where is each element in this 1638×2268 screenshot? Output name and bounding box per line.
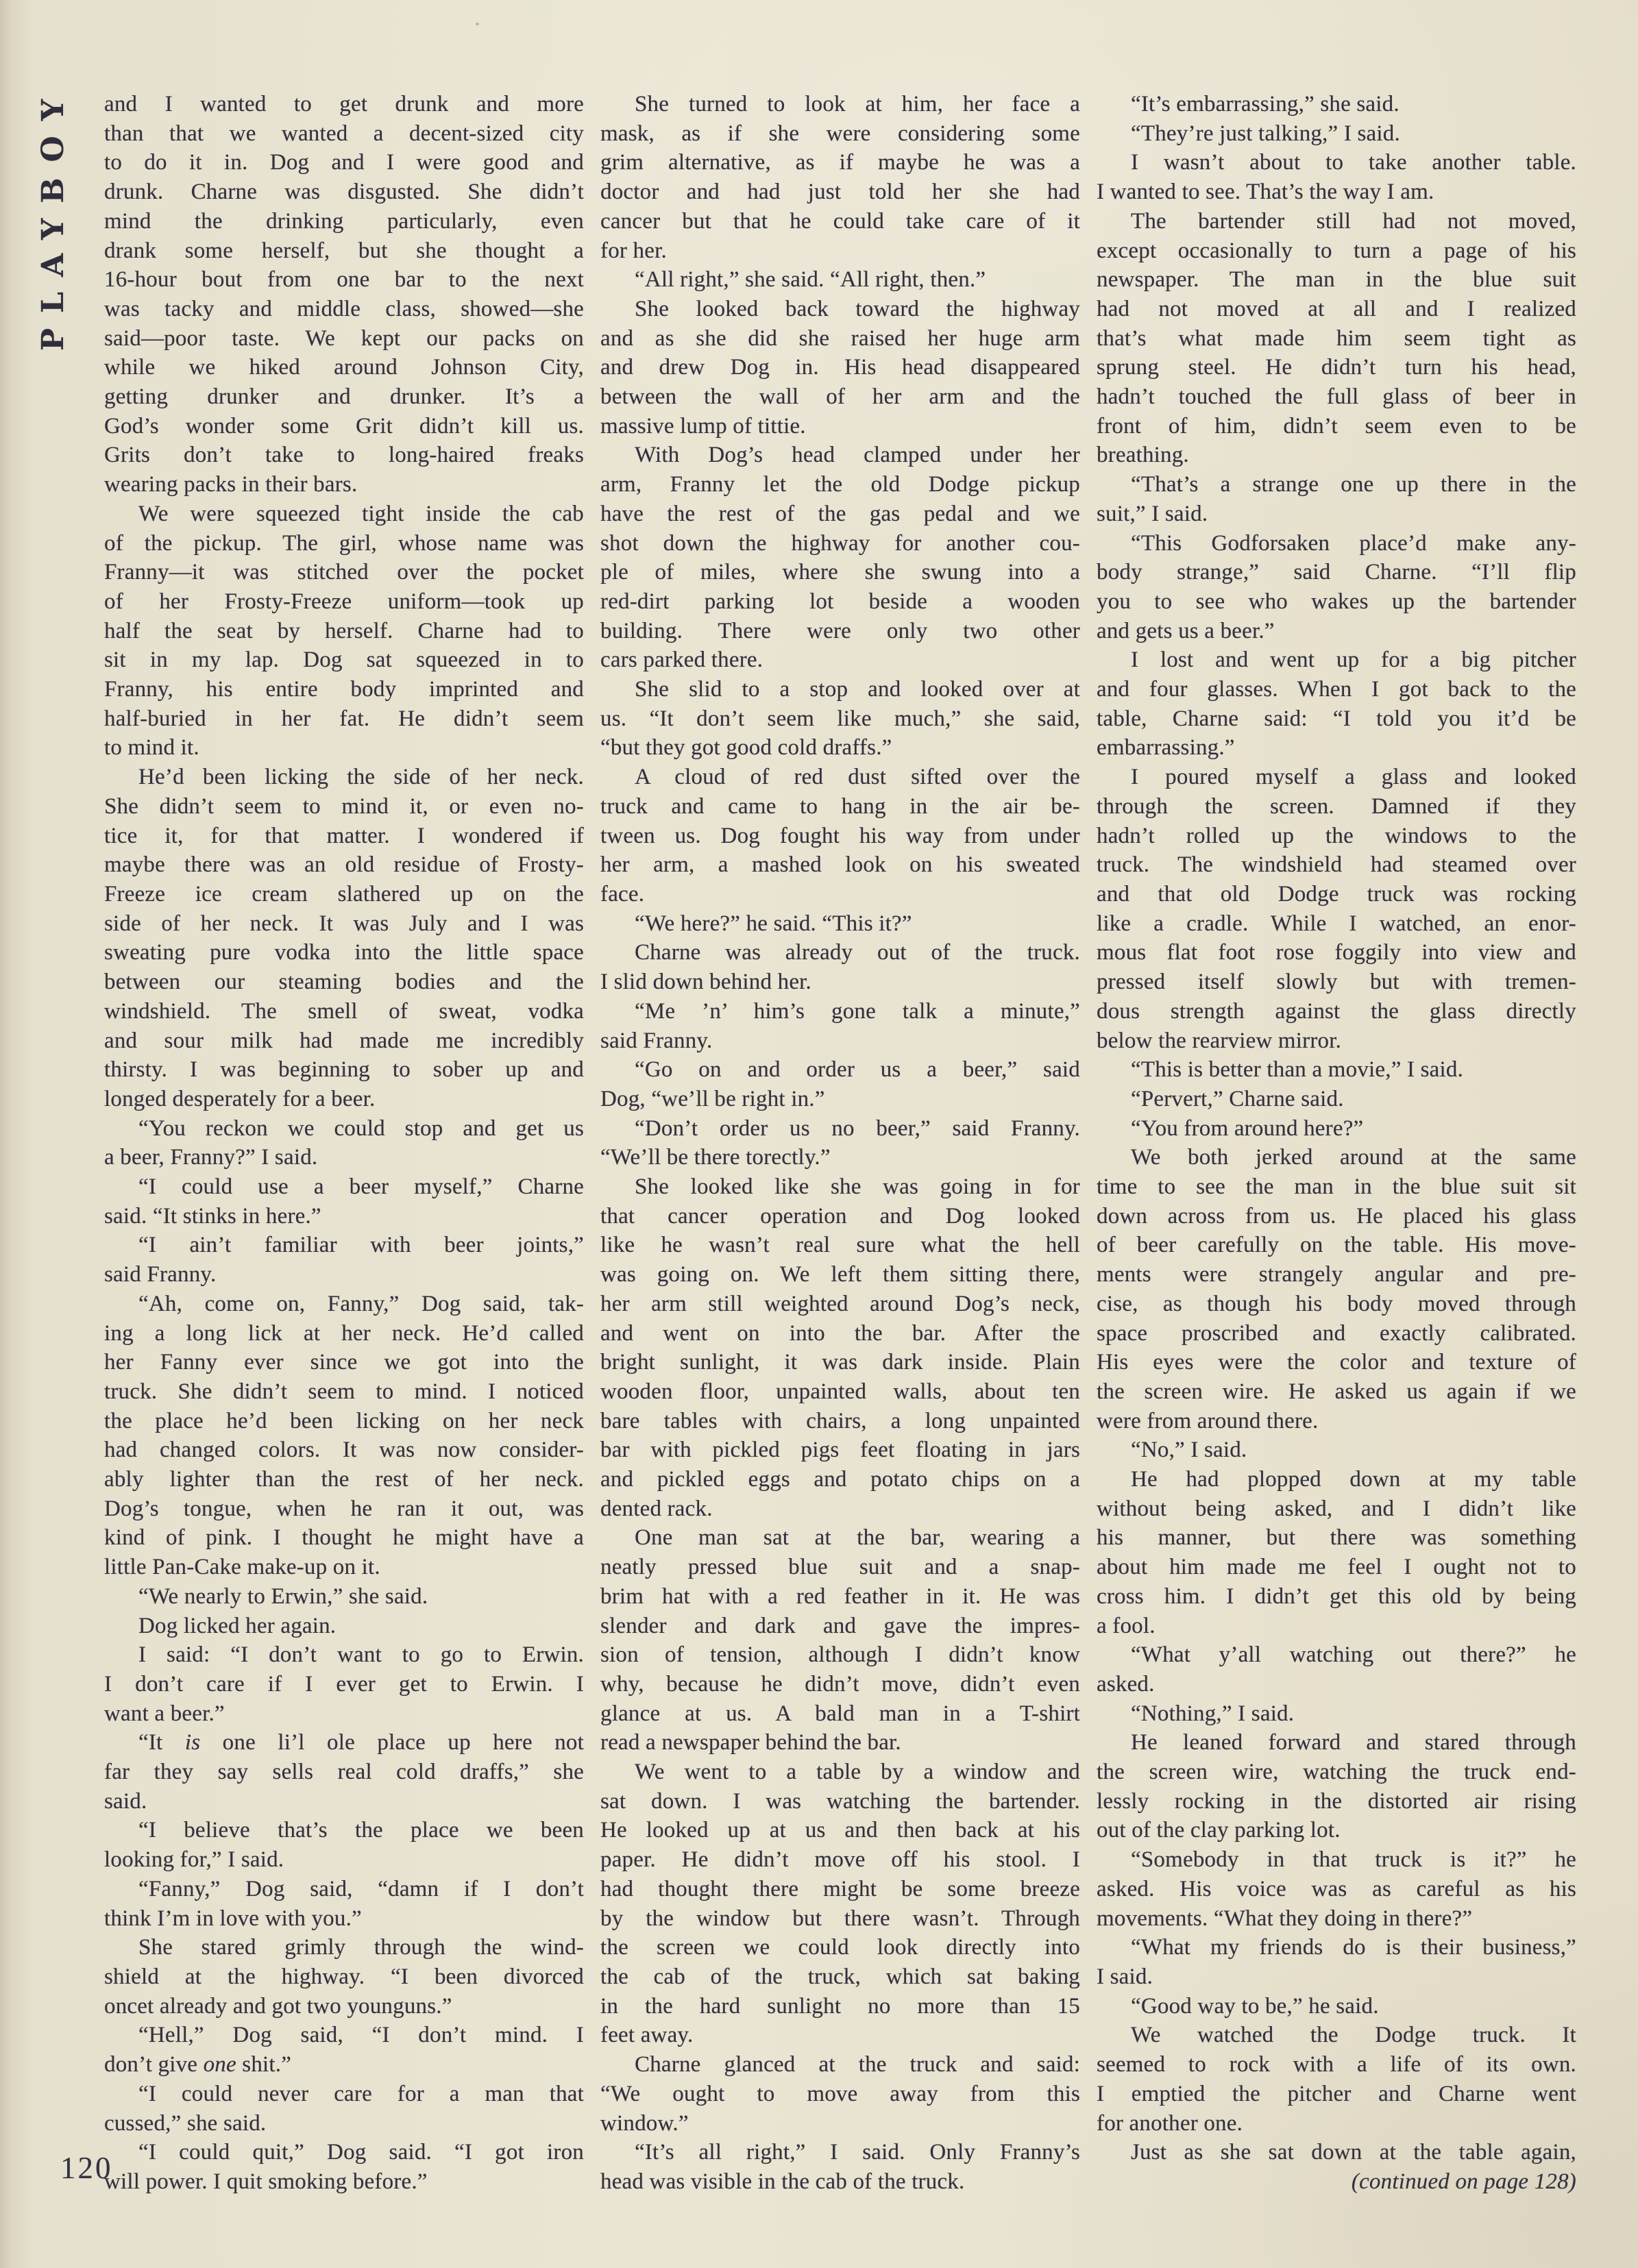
text-line: you to see who wakes up the bartender: [1097, 589, 1576, 614]
text-line: in the hard sunlight no more than 15: [600, 1993, 1080, 2019]
text-line: little Pan-Cake make-up on it.: [104, 1555, 380, 1580]
text-line: for another one.: [1097, 2110, 1243, 2136]
text-line: time to see the man in the blue suit sit: [1097, 1174, 1576, 1200]
text-line: drunk. Charne was disgusted. She didn’t: [104, 180, 584, 205]
text-line: grim alternative, as if maybe he was a: [600, 150, 1080, 175]
text-line: ments were strangely angular and pre-: [1097, 1262, 1576, 1287]
text-line: window.”: [600, 2110, 689, 2136]
text-line: I wasn’t about to take another table.: [1131, 150, 1576, 175]
text-line: “You reckon we could stop and get us: [138, 1115, 584, 1141]
text-line: like he wasn’t real sure what the hell: [600, 1233, 1080, 1258]
paragraph: [600, 295, 1080, 441]
text-line: neatly pressed blue suit and a snap-: [600, 1555, 1080, 1580]
text-line: dented rack.: [600, 1496, 713, 1521]
text-line: I don’t care if I ever get to Erwin. I: [104, 1671, 584, 1697]
paragraph: [104, 90, 584, 500]
paragraph: [600, 1055, 1080, 1113]
text-line: looking for,” I said.: [104, 1847, 284, 1873]
paragraph: [104, 1582, 584, 1612]
paragraph: [1097, 763, 1576, 1055]
text-line: and four glasses. When I got back to the: [1097, 677, 1576, 702]
text-line: bare tables with chairs, a long unpainted: [600, 1408, 1080, 1433]
text-line: head was visible in the cab of the truck.: [600, 2169, 965, 2194]
paragraph: [600, 1523, 1080, 1758]
text-line: suit,” I said.: [1097, 501, 1208, 526]
text-line: We both jerked around at the same: [1131, 1145, 1576, 1170]
text-line: and went on into the bar. After the: [600, 1320, 1080, 1346]
text-line: Freeze ice cream slathered up on the: [104, 881, 584, 907]
text-line: space proscribed and exactly calibrated.: [1097, 1320, 1576, 1346]
text-line: brim hat with a red feather in it. He was: [600, 1583, 1080, 1609]
paper-speck: [476, 23, 479, 25]
text-line: front of him, didn’t seem even to be: [1097, 413, 1576, 439]
text-line: to mind it.: [104, 735, 199, 761]
text-line: wooden floor, unpainted walls, about ten: [600, 1379, 1080, 1404]
text-line: I emptied the pitcher and Charne went: [1097, 2081, 1576, 2106]
paragraph: [104, 2080, 584, 2138]
text-line: like a cradle. While I watched, an enor-: [1097, 911, 1576, 936]
text-line: about him made me feel I ought not to: [1097, 1555, 1576, 1580]
text-line: “It’s all right,” I said. Only Franny’s: [635, 2140, 1080, 2165]
text-line: and sour milk had made me incredibly: [104, 1028, 584, 1053]
text-line: He looked up at us and then back at his: [600, 1818, 1080, 1843]
paragraph: [1097, 1933, 1576, 1991]
text-line: movements. “What they doing in there?”: [1097, 1906, 1473, 1931]
text-line: “All right,” she said. “All right, then.”: [635, 267, 986, 293]
text-line: A cloud of red dust sifted over the: [635, 765, 1080, 790]
text-line: Dog licked her again.: [138, 1613, 337, 1638]
text-line: out of the clay parking lot.: [1097, 1818, 1341, 1843]
text-line: read a newspaper behind the bar.: [600, 1730, 901, 1755]
paragraph: [600, 90, 1080, 265]
text-line: side of her neck. It was July and I was: [104, 911, 584, 936]
text-line: table, Charne said: “I told you it’d be: [1097, 706, 1576, 731]
text-line: feet away.: [600, 2023, 694, 2048]
text-line: He had plopped down at my table: [1131, 1467, 1576, 1492]
paragraph: [104, 2021, 584, 2079]
text-line: to do it in. Dog and I were good and: [104, 150, 584, 175]
text-line: “This Godforsaken place’d make any-: [1131, 530, 1576, 556]
text-line: for her.: [600, 238, 667, 263]
text-line: a fool.: [1097, 1613, 1156, 1638]
text-line: newspaper. The man in the blue suit: [1097, 267, 1576, 293]
paragraph: [1097, 148, 1576, 206]
paragraph: [1097, 529, 1576, 646]
text-line: “Fanny,” Dog said, “damn if I don’t: [138, 1876, 584, 1901]
text-line: “Pervert,” Charne said.: [1131, 1086, 1344, 1111]
page-number: 120: [60, 2151, 113, 2185]
text-line: His eyes were the color and texture of: [1097, 1350, 1576, 1375]
text-line: shot down the highway for another cou-: [600, 530, 1080, 556]
text-line: She stared grimly through the wind-: [138, 1935, 584, 1960]
text-line: said. “It stinks in here.”: [104, 1203, 321, 1229]
paragraph: [104, 1612, 584, 1641]
text-line: red-dirt parking lot beside a wooden: [600, 589, 1080, 614]
text-column-3: [1097, 90, 1576, 2197]
text-line: think I’m in love with you.”: [104, 1906, 362, 1931]
text-line: why, because he didn’t move, didn’t even: [600, 1671, 1080, 1697]
text-line: Grits don’t take to long-haired freaks: [104, 443, 584, 468]
text-line: that cancer operation and Dog looked: [600, 1203, 1080, 1229]
text-line: the screen we could look directly into: [600, 1935, 1080, 1960]
text-line: “but they got good cold draffs.”: [600, 735, 892, 761]
text-line: I slid down behind her.: [600, 970, 811, 995]
text-line: truck. The windshield had steamed over: [1097, 852, 1576, 878]
text-line: sion of tension, although I didn’t know: [600, 1642, 1080, 1668]
text-line: tween us. Dog fought his way from under: [600, 823, 1080, 848]
text-line: ably lighter than the rest of her neck.: [104, 1467, 584, 1492]
paragraph: [1097, 1055, 1576, 1085]
text-line: embarrassing.”: [1097, 735, 1235, 761]
text-line: the place he’d been licking on her neck: [104, 1408, 584, 1433]
text-line: (continued on page 128): [1351, 2169, 1576, 2194]
paragraph: [600, 1758, 1080, 2050]
text-line: body strange,” said Charne. “I’ll flip: [1097, 560, 1576, 585]
text-line: cross him. I didn’t get this old by being: [1097, 1583, 1576, 1609]
text-line: “What my friends do is their business,”: [1131, 1935, 1576, 1960]
text-column-2: [600, 90, 1080, 2197]
text-line: “We’ll be there torectly.”: [600, 1145, 831, 1170]
text-line: half-buried in her fat. He didn’t seem: [104, 706, 584, 731]
text-line: She looked like she was going in for: [635, 1174, 1080, 1200]
paragraph: [104, 763, 584, 1113]
text-line: and as she did she raised her huge arm: [600, 325, 1080, 351]
text-line: said Franny.: [600, 1028, 713, 1053]
paragraph: [600, 909, 1080, 939]
text-line: arm, Franny let the old Dodge pickup: [600, 472, 1080, 497]
text-line: drank some herself, but she thought a: [104, 238, 584, 263]
text-line: She didn’t seem to mind it, or even no-: [104, 793, 584, 819]
text-line: “Nothing,” I said.: [1131, 1701, 1295, 1726]
text-line: With Dog’s head clamped under her: [635, 443, 1080, 468]
text-line: wearing packs in their bars.: [104, 472, 358, 497]
text-line: than that we wanted a decent-sized city: [104, 121, 584, 146]
text-line: “I could never care for a man that: [138, 2081, 584, 2106]
text-line: cise, as though his body moved through: [1097, 1291, 1576, 1316]
text-line: through the screen. Damned if they: [1097, 793, 1576, 819]
text-line: and I wanted to get drunk and more: [104, 92, 584, 116]
paragraph: [600, 2138, 1080, 2196]
text-line: of her Frosty-Freeze uniform—took up: [104, 589, 584, 614]
text-line: shield at the highway. “I been divorced: [104, 1964, 584, 1989]
paragraph: [1097, 645, 1576, 763]
text-line: thirsty. I was beginning to sober up and: [104, 1057, 584, 1083]
text-line: by the window but there wasn’t. Through: [600, 1906, 1080, 1931]
text-line: “Somebody in that truck is it?” he: [1131, 1847, 1576, 1873]
text-line: sat down. I was watching the bartender.: [600, 1788, 1080, 1814]
text-line: He’d been licking the side of her neck.: [138, 765, 584, 790]
text-line: Charne glanced at the truck and said:: [635, 2052, 1080, 2078]
text-line: “Ah, come on, Fanny,” Dog said, tak-: [138, 1291, 584, 1316]
text-line: “They’re just talking,” I said.: [1131, 121, 1400, 146]
text-line: that’s what made him seem tight as: [1097, 325, 1576, 351]
paragraph: [1097, 1699, 1576, 1729]
text-line: “I could use a beer myself,” Charne: [138, 1174, 584, 1200]
text-line: He leaned forward and stared through: [1131, 1730, 1576, 1755]
text-line: She slid to a stop and looked over at: [635, 677, 1080, 702]
text-line: building. There were only two other: [600, 618, 1080, 643]
text-line: asked. His voice was as careful as his: [1097, 1876, 1576, 1901]
text-line: I said.: [1097, 1964, 1153, 1989]
text-line: were from around there.: [1097, 1408, 1319, 1433]
text-line: We watched the Dodge truck. It: [1131, 2023, 1576, 2048]
text-line: I poured myself a glass and looked: [1131, 765, 1576, 790]
paragraph: [104, 1933, 584, 2021]
text-line: We went to a table by a window and: [635, 1760, 1080, 1785]
paragraph: [104, 1875, 584, 1933]
text-line: She looked back toward the highway: [635, 296, 1080, 321]
paragraph: [600, 997, 1080, 1055]
text-line: “What y’all watching out there?” he: [1131, 1642, 1576, 1668]
text-line: asked.: [1097, 1671, 1155, 1697]
text-line: pressed itself slowly but with tremen-: [1097, 970, 1576, 995]
text-line: of the pickup. The girl, whose name was: [104, 530, 584, 556]
text-line: glance at us. A bald man in a T-shirt: [600, 1701, 1080, 1726]
text-line: his manner, but there was something: [1097, 1525, 1576, 1551]
text-line: I said: “I don’t want to go to Erwin.: [138, 1642, 584, 1668]
text-line: mask, as if she were considering some: [600, 121, 1080, 146]
text-line: lessly rocking in the distorted air rising: [1097, 1788, 1576, 1814]
text-line: and that old Dodge truck was rocking: [1097, 881, 1576, 907]
text-line: truck. She didn’t seem to mind. I noticed: [104, 1379, 584, 1404]
text-line: “I ain’t familiar with beer joints,”: [138, 1233, 584, 1258]
paragraph: [600, 2050, 1080, 2138]
text-line: had changed colors. It was now consider-: [104, 1438, 584, 1463]
text-line: “This is better than a movie,” I said.: [1131, 1057, 1464, 1083]
paragraph: [104, 1728, 584, 1816]
paragraph: [1097, 1992, 1576, 2021]
text-line: face.: [600, 881, 645, 907]
text-line: “We here?” he said. “This it?”: [635, 911, 912, 936]
text-line: cars parked there.: [600, 648, 763, 673]
text-line: The bartender still had not moved,: [1131, 208, 1576, 234]
text-line: seemed to rock with a life of its own.: [1097, 2052, 1576, 2078]
paragraph: [1097, 207, 1576, 470]
text-line: slender and dark and gave the impres-: [600, 1613, 1080, 1638]
playboy-spine-label: PLAYBOY: [36, 84, 71, 351]
paragraph: [600, 675, 1080, 763]
paragraph: [600, 265, 1080, 295]
text-line: will power. I quit smoking before.”: [104, 2169, 428, 2194]
text-line: maybe there was an old residue of Frosty-: [104, 852, 584, 878]
text-line: truck and came to hang in the air be-: [600, 793, 1080, 819]
text-line: without being asked, and I didn’t like: [1097, 1496, 1576, 1521]
text-line: 16-hour bout from one bar to the next: [104, 267, 584, 293]
paragraph: [1097, 2021, 1576, 2138]
text-line: and gets us a beer.”: [1097, 618, 1275, 643]
text-line: “We ought to move away from this: [600, 2081, 1080, 2106]
text-line: Just as she sat down at the table again,: [1131, 2140, 1576, 2165]
paragraph: [104, 1640, 584, 1728]
text-line: God’s wonder some Grit didn’t kill us.: [104, 413, 584, 439]
text-line: a beer, Franny?” I said.: [104, 1145, 318, 1170]
paragraph: [600, 1172, 1080, 1523]
paragraph: [600, 441, 1080, 675]
text-line: I lost and went up for a big pitcher: [1131, 648, 1576, 673]
text-line: paper. He didn’t move off his stool. I: [600, 1847, 1080, 1873]
text-line: Dog’s tongue, when he ran it out, was: [104, 1496, 584, 1521]
text-line: bright sunlight, it was dark inside. Plain: [600, 1350, 1080, 1375]
text-line: dous strength against the glass directly: [1097, 998, 1576, 1024]
text-line: the screen wire, watching the truck end-: [1097, 1760, 1576, 1785]
text-line: half the seat by herself. Charne had to: [104, 618, 584, 643]
text-line: between the wall of her arm and the: [600, 384, 1080, 410]
text-line: tice it, for that matter. I wondered if: [104, 823, 584, 848]
text-line: kind of pink. I thought he might have a: [104, 1525, 584, 1551]
paragraph: [600, 763, 1080, 909]
text-line: getting drunker and drunker. It’s a: [104, 384, 584, 410]
paragraph: [1097, 1640, 1576, 1699]
text-line: us. “It don’t seem like much,” she said,: [600, 706, 1080, 731]
text-line: her Fanny ever since we got into the: [104, 1350, 584, 1375]
paragraph: [104, 1231, 584, 1289]
paragraph: [1097, 1845, 1576, 1933]
text-line: “That’s a strange one up there in the: [1131, 472, 1576, 497]
text-line: between our steaming bodies and the: [104, 970, 584, 995]
text-line: “It is one li’l ole place up here not: [138, 1730, 584, 1755]
text-line: doctor and had just told her she had: [600, 180, 1080, 205]
text-line: “I believe that’s the place we been: [138, 1818, 584, 1843]
paragraph: [1097, 1085, 1576, 1114]
text-line: had thought there might be some breeze: [600, 1876, 1080, 1901]
text-line: have the rest of the gas pedal and we: [600, 501, 1080, 526]
text-line: “No,” I said.: [1131, 1438, 1247, 1463]
text-line: I wanted to see. That’s the way I am.: [1097, 180, 1434, 205]
text-line: bar with pickled pigs feet floating in jars: [600, 1438, 1080, 1463]
text-line: ple of miles, where she swung into a: [600, 560, 1080, 585]
paragraph: [104, 1172, 584, 1231]
text-line: the cab of the truck, which sat baking: [600, 1964, 1080, 1989]
paragraph: [1097, 1114, 1576, 1144]
paragraph: [1097, 470, 1576, 528]
text-line: Dog, “we’ll be right in.”: [600, 1086, 825, 1111]
text-line: except occasionally to turn a page of his: [1097, 238, 1576, 263]
text-line: Charne was already out of the truck.: [635, 940, 1080, 965]
text-line: and drew Dog in. His head disappeared: [600, 355, 1080, 380]
text-line: mous flat foot rose foggily into view and: [1097, 940, 1576, 965]
text-line: the screen wire. He asked us again if we: [1097, 1379, 1576, 1404]
text-line: hadn’t touched the full glass of beer in: [1097, 384, 1576, 410]
text-line: “Don’t order us no beer,” said Franny.: [635, 1115, 1080, 1141]
paragraph: [1097, 90, 1576, 119]
text-line: was tacky and middle class, showed—she: [104, 296, 584, 321]
paragraph: [600, 1114, 1080, 1172]
text-line: “You from around here?”: [1131, 1115, 1364, 1141]
paragraph: [1097, 1465, 1576, 1640]
text-line: sweating pure vodka into the little space: [104, 940, 584, 965]
text-line: said—poor taste. We kept our packs on: [104, 325, 584, 351]
text-line: “Hell,” Dog said, “I don’t mind. I: [138, 2023, 584, 2048]
text-line: sit in my lap. Dog sat squeezed in to: [104, 648, 584, 673]
text-line: “Good way to be,” he said.: [1131, 1993, 1379, 2019]
paragraph: [104, 1114, 584, 1172]
text-line: said.: [104, 1788, 147, 1814]
text-line: was going on. We left them sitting there,: [600, 1262, 1080, 1287]
text-line: hadn’t rolled up the windows to the: [1097, 823, 1576, 848]
paragraph: [600, 938, 1080, 996]
paragraph: [1097, 119, 1576, 149]
text-line: We were squeezed tight inside the cab: [138, 501, 584, 526]
text-line: windshield. The smell of sweat, vodka: [104, 998, 584, 1024]
text-line: sprung steel. He didn’t turn his head,: [1097, 355, 1576, 380]
text-line: of beer carefully on the table. His move-: [1097, 1233, 1576, 1258]
text-line: mind the drinking particularly, even: [104, 208, 584, 234]
text-line: don’t give one shit.”: [104, 2052, 292, 2078]
text-line: and pickled eggs and potato chips on a: [600, 1467, 1080, 1492]
text-line: her arm, a mashed look on his sweated: [600, 852, 1080, 878]
text-line: far they say sells real cold draffs,” she: [104, 1760, 584, 1785]
text-line: “I could quit,” Dog said. “I got iron: [138, 2140, 584, 2165]
paragraph: [104, 1290, 584, 1582]
text-line: “It’s embarrassing,” she said.: [1131, 92, 1399, 116]
text-line: One man sat at the bar, wearing a: [635, 1525, 1080, 1551]
text-line: breathing.: [1097, 443, 1189, 468]
text-line: Franny, his entire body imprinted and: [104, 677, 584, 702]
paragraph: [104, 1816, 584, 1874]
text-line: said Franny.: [104, 1262, 217, 1287]
text-column-1: [104, 90, 584, 2197]
paragraph: [1097, 1435, 1576, 1465]
text-line: down across from us. He placed his glass: [1097, 1203, 1576, 1229]
text-line: cancer but that he could take care of it: [600, 208, 1080, 234]
text-line: while we hiked around Johnson City,: [104, 355, 584, 380]
closing-paragraph: [1097, 2138, 1576, 2196]
text-line: “Go on and order us a beer,” said: [635, 1057, 1080, 1083]
text-line: want a beer.”: [104, 1701, 225, 1726]
article-text: [104, 90, 1576, 2197]
paragraph: [1097, 1728, 1576, 1845]
text-line: “Me ’n’ him’s gone talk a minute,”: [635, 998, 1080, 1024]
text-line: her arm still weighted around Dog’s neck,: [600, 1291, 1080, 1316]
text-line: She turned to look at him, her face a: [635, 92, 1080, 116]
text-line: cussed,” she said.: [104, 2110, 267, 2136]
text-line: below the rearview mirror.: [1097, 1028, 1342, 1053]
text-line: had not moved at all and I realized: [1097, 296, 1576, 321]
paragraph: [104, 2138, 584, 2196]
text-line: massive lump of tittie.: [600, 413, 806, 439]
text-line: oncet already and got two younguns.”: [104, 1993, 452, 2019]
text-line: ing a long lick at her neck. He’d called: [104, 1320, 584, 1346]
text-line: Franny—it was stitched over the pocket: [104, 560, 584, 585]
paragraph: [1097, 1143, 1576, 1435]
paragraph: [104, 500, 584, 763]
text-line: longed desperately for a beer.: [104, 1086, 376, 1111]
text-line: “We nearly to Erwin,” she said.: [138, 1583, 428, 1609]
